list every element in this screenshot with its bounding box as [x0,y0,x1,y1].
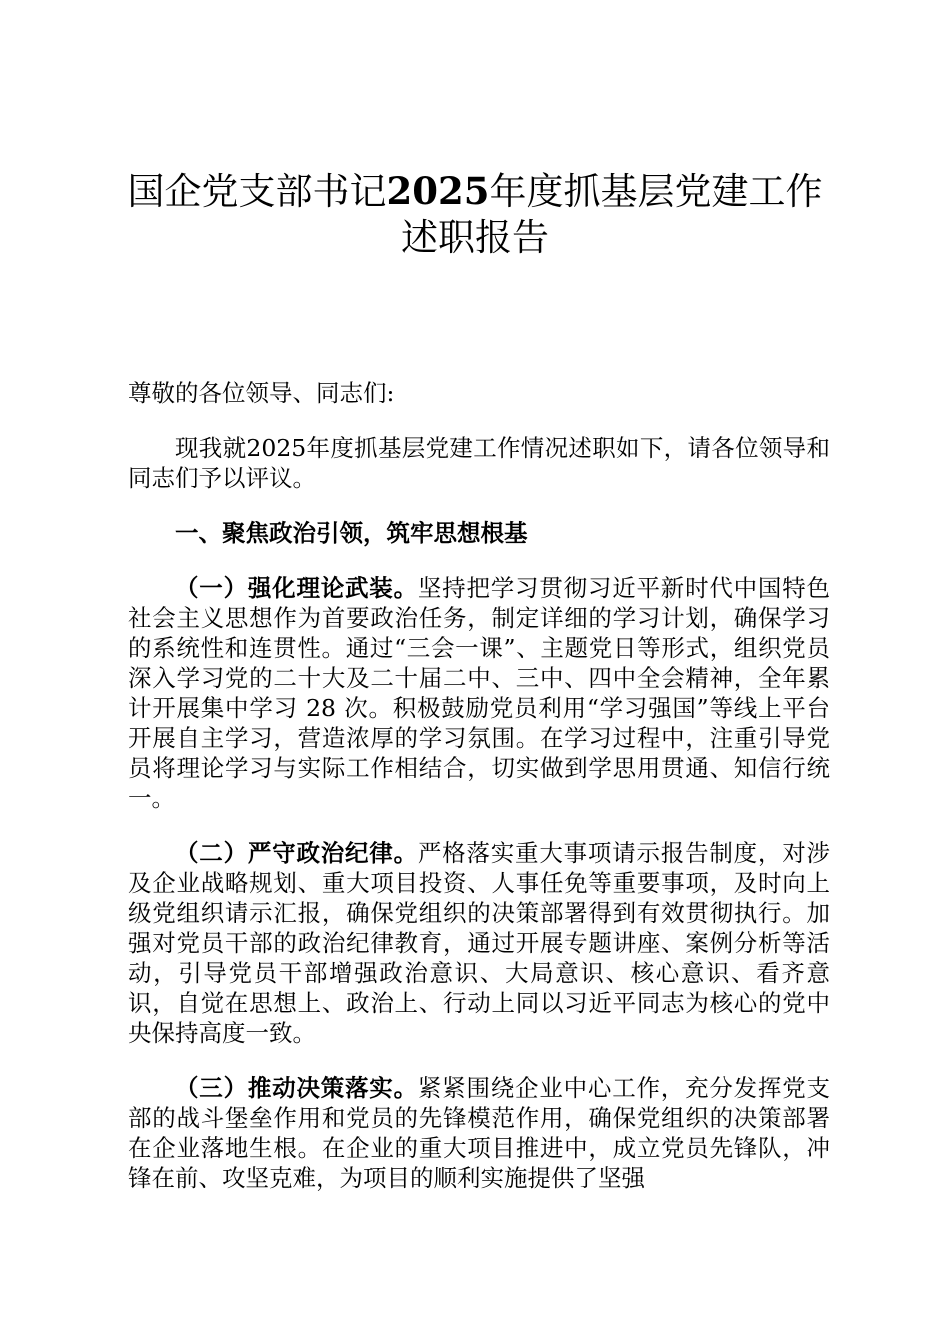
item-text: 紧紧围绕企业中心工作，充分发挥党支部的战斗堡垒作用和党员的先锋模范作用，确保党组织的决策部署在企业落地生根。在企业的重大项目推进中，成立党员先锋队，冲锋在前、攻坚克难，为项目的顺利实施提供了坚强 [128,1074,831,1192]
item-lead: （三）推动决策落实。 [175,1074,418,1102]
section-heading-1: 一、聚焦政治引领，筑牢思想根基 [175,519,528,547]
paragraph-item-3 [128,1073,830,1193]
document-body [128,378,830,1218]
title-part1: 国企党支部书记 [127,170,387,213]
paragraph-item-2 [128,838,830,1048]
title-part2: 年度抓基层党建工作述职报告 [401,170,823,259]
item-text: 坚持把学习贯彻习近平新时代中国特色社会主义思想作为首要政治任务，制定详细的学习计划，确保学习的系统性和连贯性。通过“三会一课”、主题党日等形式，组织党员深入学习党的二十大及二十届二中、三中、四中全会精神，全年累计开展集中学习 28 次。积极鼓励党员利用“学习强国”等线上平台开展自主学习，营造浓厚的学习氛围。在学习过程中，注重引导党员将理论学习与实际工作相结合，切实做到学思用贯通、知信行统一。 [128,574,831,812]
item-lead: （二）严守政治纪律。 [175,839,418,867]
title-year: 2025 [386,169,490,213]
item-lead: （一）强化理论武装。 [175,574,418,602]
document-title [120,168,830,261]
paragraph-item-1 [128,573,830,813]
intro-paragraph: 现我就2025年度抓基层党建工作情况述职如下，请各位领导和同志们予以评议。 [128,434,830,492]
item-text: 严格落实重大事项请示报告制度，对涉及企业战略规划、重大项目投资、人事任免等重要事项，及时向上级党组织请示汇报，确保党组织的决策部署得到有效贯彻执行。加强对党员干部的政治纪律教育，通过开展专题讲座、案例分析等活动，引导党员干部增强政治意识、大局意识、核心意识、看齐意识，自觉在思想上、政治上、行动上同以习近平同志为核心的党中央保持高度一致。 [128,839,831,1047]
salutation: 尊敬的各位领导、同志们: [128,379,395,407]
